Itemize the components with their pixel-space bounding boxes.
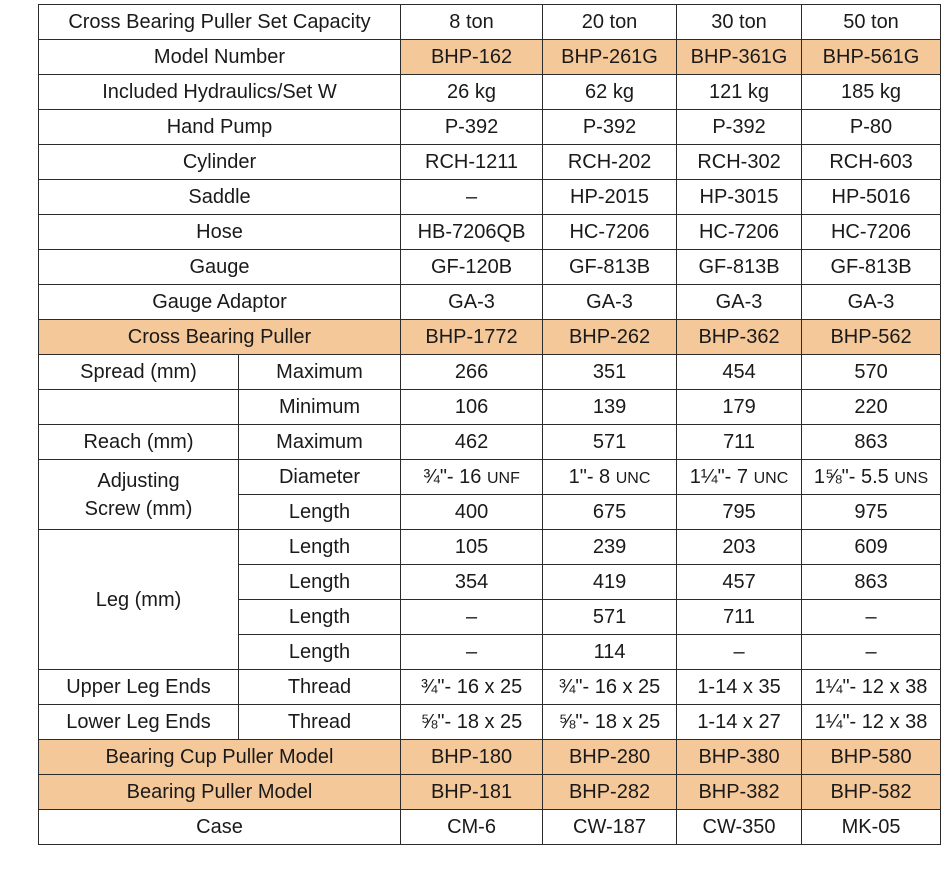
table-cell: 457	[677, 565, 802, 600]
table-cell: GA-3	[543, 285, 677, 320]
table-cell: 139	[543, 390, 677, 425]
thread-size: 1"- 8	[568, 466, 616, 488]
group-label-line: Adjusting	[97, 469, 180, 492]
table-cell: 863	[802, 425, 941, 460]
spread-min-row	[39, 390, 941, 425]
table-cell: GF-813B	[802, 250, 941, 285]
table-cell: –	[802, 600, 941, 635]
table-cell: 105	[401, 530, 543, 565]
table-cell: RCH-1211	[401, 145, 543, 180]
sub-label: Length	[239, 635, 401, 670]
table-cell: HP-5016	[802, 180, 941, 215]
sub-label: Length	[239, 530, 401, 565]
table-cell: 220	[802, 390, 941, 425]
table-cell: GA-3	[677, 285, 802, 320]
sub-label: Length	[239, 565, 401, 600]
row-label: Hose	[39, 215, 401, 250]
table-cell: GA-3	[401, 285, 543, 320]
table-cell	[802, 460, 941, 495]
capacity-cell: 50 ton	[802, 5, 941, 40]
table-cell: BHP-562	[802, 320, 941, 355]
group-label: Reach (mm)	[39, 425, 239, 460]
table-cell: 863	[802, 565, 941, 600]
table-cell: BHP-162	[401, 40, 543, 75]
table-cell: 239	[543, 530, 677, 565]
table-cell: 1¼"- 12 x 38	[802, 705, 941, 740]
table-cell: 795	[677, 495, 802, 530]
table-cell: BHP-362	[677, 320, 802, 355]
table-cell: BHP-180	[401, 740, 543, 775]
thread-size: ¾"- 16	[423, 466, 487, 488]
table-cell: 26 kg	[401, 75, 543, 110]
spread-max-row	[39, 355, 941, 390]
thread-standard: UNC	[615, 470, 651, 487]
group-label-line: Screw (mm)	[84, 497, 193, 520]
table-cell: 711	[677, 425, 802, 460]
table-cell: HC-7206	[543, 215, 677, 250]
table-cell: 185 kg	[802, 75, 941, 110]
table-cell: ⅝"- 18 x 25	[401, 705, 543, 740]
table-cell: HP-2015	[543, 180, 677, 215]
case-row	[39, 810, 941, 845]
table-cell: RCH-202	[543, 145, 677, 180]
table-cell: 1-14 x 27	[677, 705, 802, 740]
sub-label: Thread	[239, 705, 401, 740]
table-cell: CW-350	[677, 810, 802, 845]
table-cell: ⅝"- 18 x 25	[543, 705, 677, 740]
table-cell: HB-7206QB	[401, 215, 543, 250]
group-label-empty	[39, 390, 239, 425]
row-label: Gauge Adaptor	[39, 285, 401, 320]
table-cell: BHP-580	[802, 740, 941, 775]
table-cell: 400	[401, 495, 543, 530]
table-cell: HC-7206	[677, 215, 802, 250]
table-cell: 454	[677, 355, 802, 390]
table-cell: 675	[543, 495, 677, 530]
table-cell: –	[802, 635, 941, 670]
table-cell: 114	[543, 635, 677, 670]
table-cell: 106	[401, 390, 543, 425]
table-cell: 571	[543, 425, 677, 460]
table-cell: 266	[401, 355, 543, 390]
table-row	[39, 180, 941, 215]
table-cell: 62 kg	[543, 75, 677, 110]
capacity-cell: 30 ton	[677, 5, 802, 40]
table-cell: ¾"- 16 x 25	[543, 670, 677, 705]
table-row	[39, 215, 941, 250]
table-cell: BHP-582	[802, 775, 941, 810]
group-label	[39, 460, 239, 530]
cross-bearing-puller-row	[39, 320, 941, 355]
row-label: Saddle	[39, 180, 401, 215]
row-label: Bearing Cup Puller Model	[39, 740, 401, 775]
table-row	[39, 285, 941, 320]
table-cell: BHP-380	[677, 740, 802, 775]
table-cell	[543, 460, 677, 495]
table-cell: BHP-561G	[802, 40, 941, 75]
table-cell: BHP-181	[401, 775, 543, 810]
table-cell: 351	[543, 355, 677, 390]
capacity-cell: 20 ton	[543, 5, 677, 40]
table-cell: HC-7206	[802, 215, 941, 250]
table-cell: –	[401, 180, 543, 215]
sub-label: Minimum	[239, 390, 401, 425]
screw-diameter-row	[39, 460, 941, 495]
table-cell: –	[677, 635, 802, 670]
leg-row	[39, 530, 941, 565]
table-row	[39, 75, 941, 110]
bearing-cup-puller-row	[39, 740, 941, 775]
row-label: Case	[39, 810, 401, 845]
table-cell: CW-187	[543, 810, 677, 845]
table-cell: 1¼"- 12 x 38	[802, 670, 941, 705]
group-label: Spread (mm)	[39, 355, 239, 390]
table-cell	[677, 460, 802, 495]
table-cell: GF-813B	[677, 250, 802, 285]
table-cell: BHP-361G	[677, 40, 802, 75]
table-row	[39, 110, 941, 145]
upper-leg-ends-row	[39, 670, 941, 705]
table-row	[39, 250, 941, 285]
model-number-row	[39, 40, 941, 75]
table-cell: P-392	[543, 110, 677, 145]
table-cell: 354	[401, 565, 543, 600]
table-cell: BHP-262	[543, 320, 677, 355]
table-cell: 462	[401, 425, 543, 460]
row-label: Cylinder	[39, 145, 401, 180]
table-cell: 711	[677, 600, 802, 635]
sub-label: Length	[239, 495, 401, 530]
table-row	[39, 145, 941, 180]
table-cell: 419	[543, 565, 677, 600]
table-cell: P-392	[401, 110, 543, 145]
sub-label: Diameter	[239, 460, 401, 495]
table-cell: –	[401, 600, 543, 635]
table-cell: 975	[802, 495, 941, 530]
table-cell: P-80	[802, 110, 941, 145]
table-cell	[401, 460, 543, 495]
table-cell: 179	[677, 390, 802, 425]
bearing-puller-row	[39, 775, 941, 810]
table-cell: 203	[677, 530, 802, 565]
sub-label: Maximum	[239, 355, 401, 390]
table-cell: 570	[802, 355, 941, 390]
table-cell: GA-3	[802, 285, 941, 320]
row-label: Bearing Puller Model	[39, 775, 401, 810]
sub-label: Maximum	[239, 425, 401, 460]
row-label: Model Number	[39, 40, 401, 75]
sub-label: Thread	[239, 670, 401, 705]
table-cell: 121 kg	[677, 75, 802, 110]
table-cell: BHP-261G	[543, 40, 677, 75]
table-cell: 1-14 x 35	[677, 670, 802, 705]
table-cell: MK-05	[802, 810, 941, 845]
lower-leg-ends-row	[39, 705, 941, 740]
table-cell: 609	[802, 530, 941, 565]
table-cell: P-392	[677, 110, 802, 145]
capacity-header-label: Cross Bearing Puller Set Capacity	[39, 5, 401, 40]
group-label: Upper Leg Ends	[39, 670, 239, 705]
table-cell: GF-813B	[543, 250, 677, 285]
group-label: Leg (mm)	[39, 530, 239, 670]
thread-size: 1⅝"- 5.5	[813, 466, 895, 488]
thread-size: 1¼"- 7	[689, 466, 754, 488]
table-cell: BHP-280	[543, 740, 677, 775]
group-label: Lower Leg Ends	[39, 705, 239, 740]
table-cell: BHP-382	[677, 775, 802, 810]
thread-standard: UNS	[894, 470, 929, 487]
thread-standard: UNF	[486, 470, 520, 487]
table-cell: GF-120B	[401, 250, 543, 285]
table-cell: BHP-1772	[401, 320, 543, 355]
row-label: Gauge	[39, 250, 401, 285]
table-cell: 571	[543, 600, 677, 635]
table-cell: HP-3015	[677, 180, 802, 215]
table-cell: RCH-302	[677, 145, 802, 180]
reach-row	[39, 425, 941, 460]
thread-standard: UNC	[753, 470, 789, 487]
table-cell: RCH-603	[802, 145, 941, 180]
row-label: Cross Bearing Puller	[39, 320, 401, 355]
spec-table	[38, 4, 941, 845]
table-cell: BHP-282	[543, 775, 677, 810]
row-label: Hand Pump	[39, 110, 401, 145]
sub-label: Length	[239, 600, 401, 635]
table-cell: CM-6	[401, 810, 543, 845]
capacity-cell: 8 ton	[401, 5, 543, 40]
table-cell: ¾"- 16 x 25	[401, 670, 543, 705]
row-label: Included Hydraulics/Set W	[39, 75, 401, 110]
table-cell: –	[401, 635, 543, 670]
capacity-header-row	[39, 5, 941, 40]
